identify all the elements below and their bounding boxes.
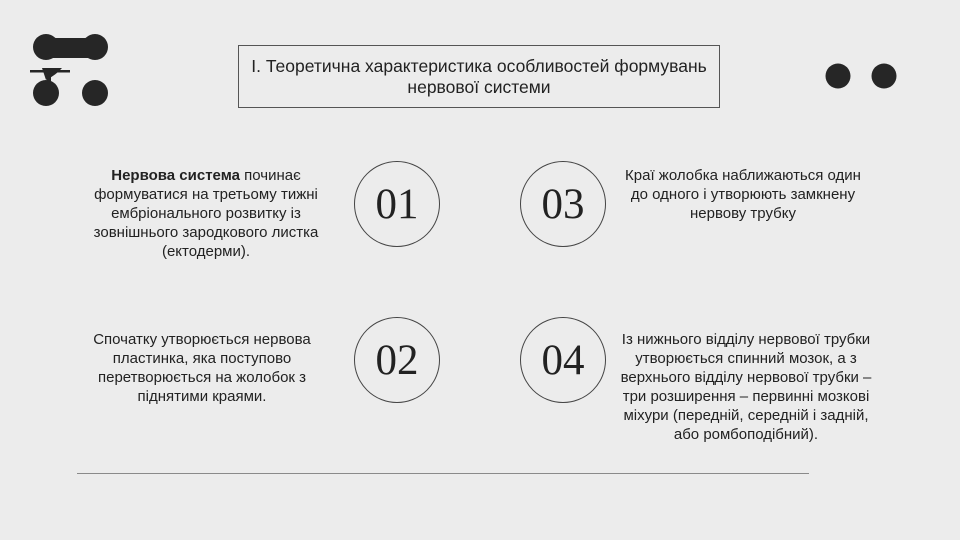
point-01-lead: Нервова система [111,167,240,184]
logo-icon [28,30,114,110]
point-01-body: починає формуватися на третьому тижні ембріонального розвитку із зовнішнього зародкового листка (ектодерми). [93,167,319,260]
bottom-divider [77,473,809,474]
page-title: І. Теоретична характеристика особливостей формувань нервової системи [251,55,707,97]
number-badge-02: 02 [354,317,440,403]
number-badge-01: 01 [354,161,440,247]
point-03-text: Краї жолобка наближаються один до одного і утворюють замкнену нервову трубку [625,167,861,222]
decorative-dots-icon [824,62,900,90]
title-box [238,45,720,108]
point-02-text: Спочатку утворюється нервова пластинка, яка поступово перетворюється на жолобок з піднятими краями. [93,331,311,405]
point-04-text: Із нижнього відділу нервової трубки утворюється спинний мозок, а з верхнього відділу нервової трубки – три розширення – первинні мозкові міхури (передній, середній і задній, або ромбоподібний). [620,331,872,443]
point-01-text [70,166,342,261]
number-badge-03: 03 [520,161,606,247]
number-badge-04: 04 [520,317,606,403]
